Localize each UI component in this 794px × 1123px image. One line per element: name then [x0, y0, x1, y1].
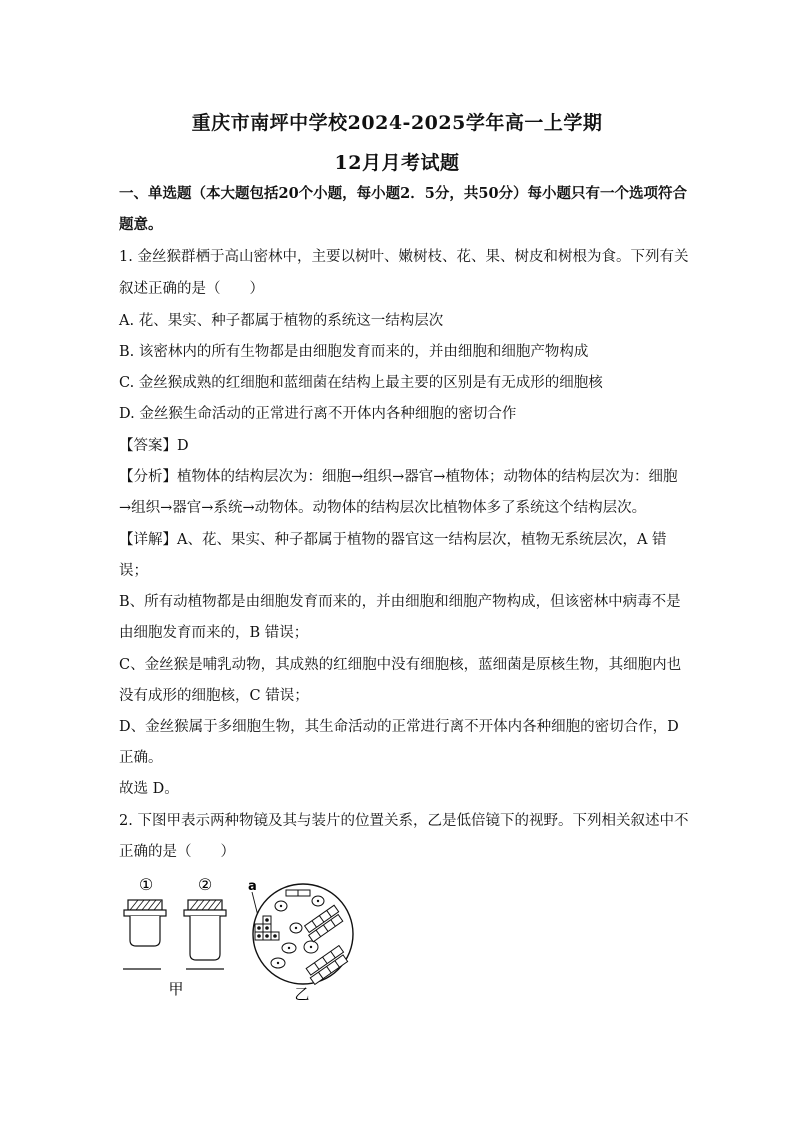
- q2-figure: [118, 872, 368, 1002]
- q1-detail-c-line2: 没有成形的细胞核，C 错误；: [119, 688, 309, 704]
- q2-stem-line1: 2. 下图甲表示两种物镜及其与装片的位置关系，乙是低倍镜下的视野。下列相关叙述中不: [119, 813, 689, 829]
- q1-detail-b-line1: B、所有动植物都是由细胞发育而来的，并由细胞和细胞产物构成，但该密林中病毒不是: [119, 594, 681, 610]
- q1-option-b: B. 该密林内的所有生物都是由细胞发育而来的，并由细胞和细胞产物构成: [119, 344, 589, 360]
- objective-lens-2: [184, 875, 226, 969]
- caption-yi: 乙: [294, 985, 310, 1002]
- q1-analysis-line1: 【分析】植物体的结构层次为：细胞→组织→器官→植物体；动物体的结构层次为：细胞: [119, 469, 678, 485]
- field-of-view: [248, 879, 353, 984]
- point-label-a: a: [248, 879, 257, 894]
- section-header-line2: 题意。: [119, 216, 163, 233]
- q1-stem-line2: 叙述正确的是（ ）: [119, 281, 264, 297]
- q1-option-d: D. 金丝猴生命活动的正常进行离不开体内各种细胞的密切合作: [119, 406, 517, 422]
- q1-detail-a-line2: 误；: [119, 563, 148, 579]
- objective-lens-1: [123, 875, 166, 969]
- exam-title-line2: 12月月考试题: [334, 152, 460, 174]
- lens2-label: ②: [197, 875, 213, 894]
- q2-stem-line2: 正确的是（ ）: [119, 844, 235, 860]
- q1-conclusion: 故选 D。: [119, 781, 179, 797]
- q1-detail-d-line1: D、金丝猴属于多细胞生物，其生命活动的正常进行离不开体内各种细胞的密切合作，D: [119, 719, 679, 735]
- q1-analysis-line2: →组织→器官→系统→动物体。动物体的结构层次比植物体多了系统这个结构层次。: [119, 500, 647, 516]
- lens1-label: ①: [138, 875, 154, 894]
- q1-detail-a-line1: 【详解】A、花、果实、种子都属于植物的器官这一结构层次，植物无系统层次，A 错: [119, 532, 667, 548]
- exam-title-line1: 重庆市南坪中学校2024-2025学年高一上学期: [191, 112, 603, 134]
- q1-detail-d-line2: 正确。: [119, 750, 163, 766]
- q1-detail-c-line1: C、金丝猴是哺乳动物，其成熟的红细胞中没有细胞核，蓝细菌是原核生物，其细胞内也: [119, 657, 682, 673]
- q1-detail-b-line2: 由细胞发育而来的，B 错误；: [119, 625, 309, 641]
- section-header-line1: 一、单选题（本大题包括20个小题，每小题2．5分，共50分）每小题只有一个选项符合: [119, 185, 688, 202]
- q1-stem-line1: 1. 金丝猴群栖于高山密林中，主要以树叶、嫩树枝、花、果、树皮和树根为食。下列有关: [119, 249, 689, 265]
- q1-answer: 【答案】D: [119, 438, 189, 454]
- q1-option-c: C. 金丝猴成熟的红细胞和蓝细菌在结构上最主要的区别是有无成形的细胞核: [119, 375, 603, 391]
- q1-option-a: A. 花、果实、种子都属于植物的系统这一结构层次: [119, 313, 444, 329]
- q2-figure-drawing: [118, 872, 368, 1002]
- caption-jia: 甲: [168, 980, 184, 998]
